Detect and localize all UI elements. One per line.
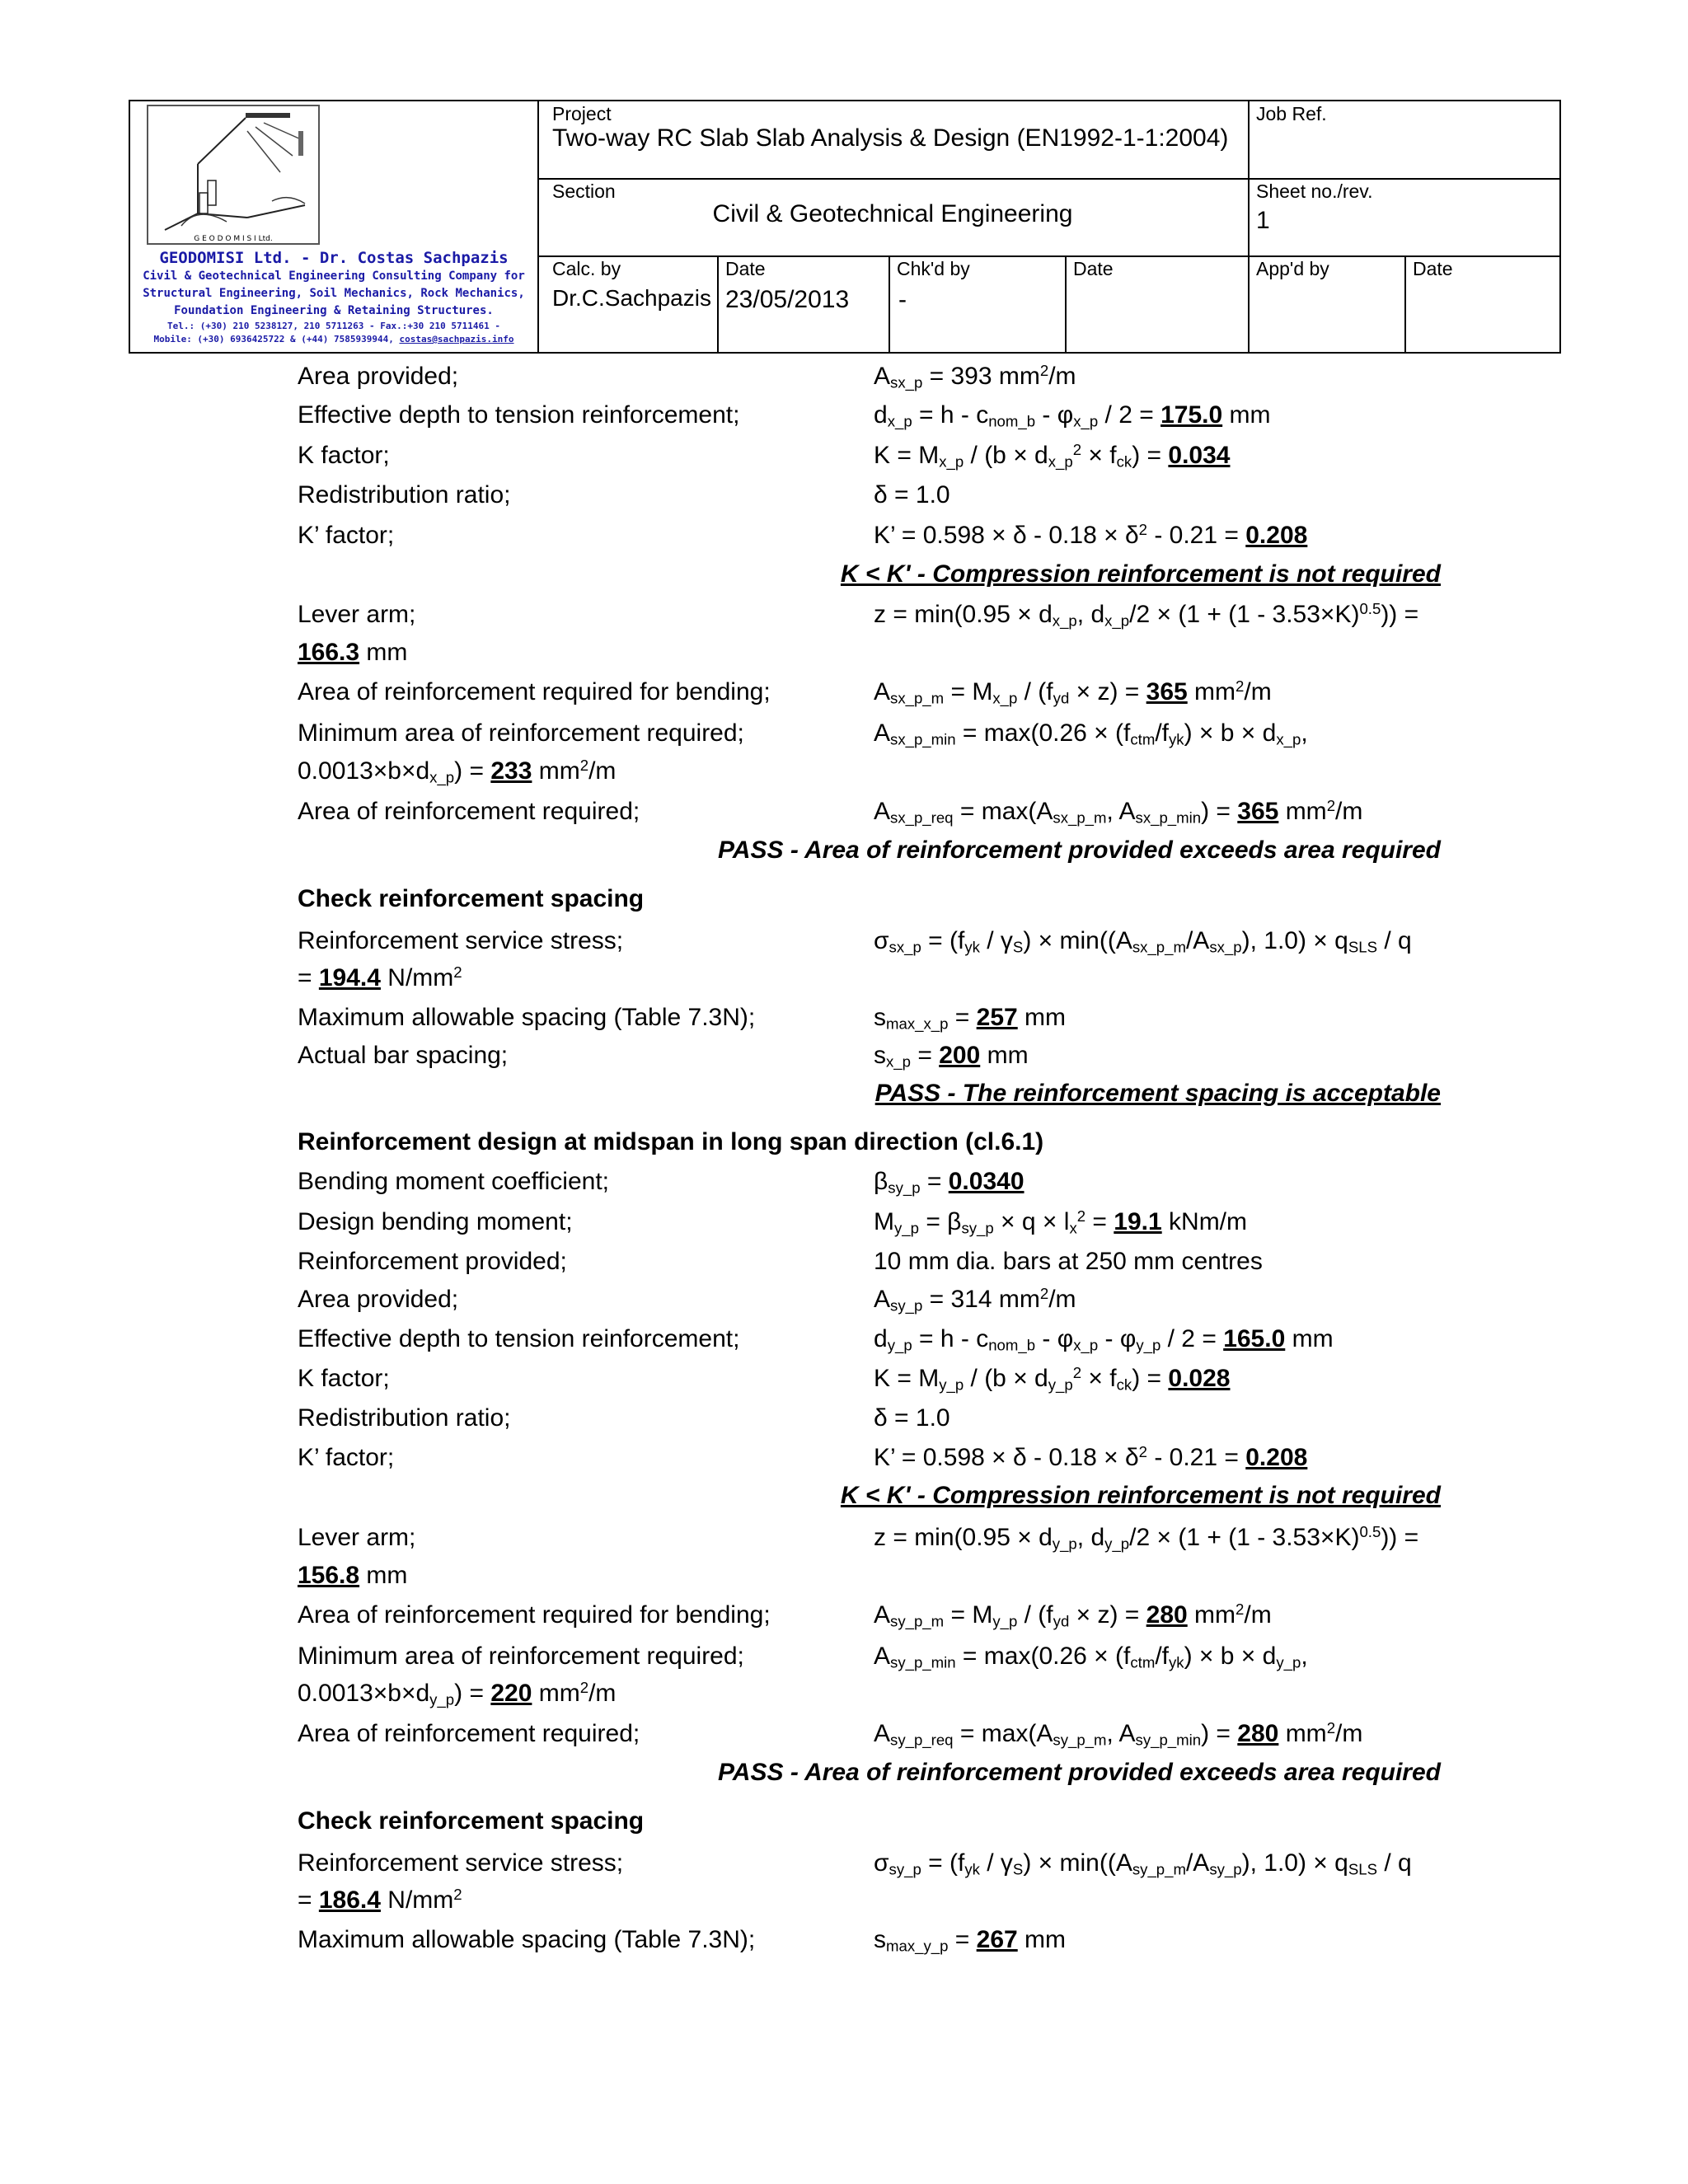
calc-row: [0, 1039, 1688, 1077]
row-formula: δ = 1.0: [874, 1404, 950, 1432]
row-label: K factor;: [298, 1365, 390, 1392]
date3-label: Date: [1413, 258, 1453, 279]
row-label: Effective depth to tension reinforcement;: [298, 1325, 740, 1352]
result-value: 0.028: [1168, 1365, 1231, 1392]
company-phone: Tel.: (+30) 210 5238127, 210 5711263 - Fax.:+30 210 5711461 -: [167, 321, 500, 331]
section-heading: Check reinforcement spacing: [298, 885, 645, 912]
row-label: Reinforcement provided;: [298, 1248, 567, 1275]
row-label: Area of reinforcement required for bending;: [298, 1601, 771, 1629]
calc-row: [0, 439, 1688, 477]
result-value: 19.1: [1114, 1208, 1162, 1235]
calc-row: [0, 360, 1688, 398]
calc-row: [0, 598, 1688, 636]
row-continuation: = 186.4 $N/mm^2$: [298, 1885, 462, 1914]
row-formula: $A_{sy\_p\_min} = \max(0.26 \times (f_{ctm}/f_{yk}) \times b \times d_{y\_p}$,: [874, 1643, 1308, 1671]
result-value: 156.8: [298, 1562, 360, 1589]
calcby-label: Calc. by: [552, 258, 621, 279]
check-row: [0, 558, 1688, 596]
row-continuation: 156.8 mm: [298, 1562, 408, 1589]
section-heading-row: [0, 883, 1688, 921]
company-desc-3: Foundation Engineering & Retaining Structures.: [174, 304, 494, 317]
result-value: 0.034: [1168, 442, 1231, 469]
row-formula: K’ = $0.598 \times \delta - 0.18 \times \delta^2 - 0.21 = 0.208$: [874, 1442, 1308, 1471]
row-formula: $\beta_{sy\_p} = 0.0340$: [874, 1168, 1025, 1197]
calc-row: [0, 636, 1688, 674]
row-continuation: $0.0013\times b\times d_{x\_p}) = 233$ $mm^2/m$: [298, 756, 617, 786]
calc-row: [0, 717, 1688, 755]
section-heading: Reinforcement design at midspan in long span direction (cl.6.1): [298, 1128, 1044, 1155]
row-label: Maximum allowable spacing (Table 7.3N);: [298, 1926, 756, 1953]
row-formula: $z = \min(0.95 \times d_{y\_p}$, $d_{y\_p}/2 \times (1 + (1 - 3.53\times K)^{0.5})$) =: [874, 1522, 1419, 1553]
row-formula: $d_{x\_p} = h - c_{nom\_b} - \varphi_{x\_p} / 2 = 175.0$ mm: [874, 401, 1271, 430]
row-label: Redistribution ratio;: [298, 481, 511, 509]
check-row: [0, 1479, 1688, 1517]
row-label: Area of reinforcement required for bending;: [298, 678, 771, 705]
calc-row: [0, 1677, 1688, 1715]
calcby-value: Dr.C.Sachpazis: [552, 285, 711, 311]
result-value: 194.4: [318, 964, 381, 991]
row-formula: 10 mm dia. bars at 250 mm centres: [874, 1248, 1263, 1275]
row-label: Effective depth to tension reinforcement;: [298, 401, 740, 429]
section-value: Civil & Geotechnical Engineering: [712, 200, 1073, 227]
row-label: K’ factor;: [298, 1444, 395, 1471]
row-label: Design bending moment;: [298, 1208, 573, 1235]
row-formula: $A_{sy\_p\_m} = M_{y\_p} / (f_{yd} \times z) = 280$ $mm^2/m$: [874, 1600, 1272, 1630]
result-value: 186.4: [318, 1886, 381, 1914]
calc-row: [0, 1441, 1688, 1479]
row-formula: K’ = $0.598 \times \delta - 0.18 \times \delta^2 - 0.21 = 0.208$: [874, 520, 1308, 549]
date-value: 23/05/2013: [725, 286, 850, 313]
calc-row: [0, 1402, 1688, 1440]
project-label: Project: [552, 103, 612, 124]
result-value: 0.208: [1245, 1444, 1308, 1471]
result-value: 365: [1146, 678, 1188, 705]
row-label: Minimum area of reinforcement required;: [298, 1643, 744, 1670]
calc-row: [0, 519, 1688, 557]
result-value: 0.208: [1245, 522, 1308, 549]
company-logo: [147, 105, 320, 245]
calc-row: [0, 1323, 1688, 1361]
calc-row: [0, 1362, 1688, 1400]
calc-row: [0, 1924, 1688, 1961]
row-formula: $A_{sx\_p} = 393$ $mm^2/m$: [874, 361, 1076, 391]
compression-check: K < K' - Compression reinforcement is not required: [840, 560, 1441, 588]
check-row: [0, 1077, 1688, 1115]
row-label: Lever arm;: [298, 601, 416, 628]
company-desc-1: Civil & Geotechnical Engineering Consulting Company for: [143, 269, 525, 283]
calc-row: [0, 479, 1688, 517]
company-caption: [130, 248, 537, 346]
row-formula: δ = 1.0: [874, 481, 950, 509]
result-value: 166.3: [298, 639, 360, 666]
grid-line: [1404, 255, 1406, 352]
result-value: 233: [490, 757, 532, 785]
calc-row: [0, 1640, 1688, 1678]
pass-area-check: PASS - Area of reinforcement provided exceeds area required: [718, 1759, 1441, 1786]
result-value: 200: [939, 1042, 981, 1069]
row-label: Area of reinforcement required;: [298, 1720, 640, 1747]
date-label: Date: [725, 258, 766, 279]
section-heading: Check reinforcement spacing: [298, 1807, 645, 1835]
row-formula: $s_{max\_y\_p} = 267$ mm: [874, 1926, 1067, 1955]
row-label: K’ factor;: [298, 522, 395, 549]
result-value: 175.0: [1160, 401, 1223, 429]
row-formula: $K = M_{y\_p} / (b \times d_{y\_p}^2 \times f_{ck}) = 0.028$: [874, 1363, 1231, 1394]
row-label: Reinforcement service stress;: [298, 1849, 624, 1877]
row-formula: $\sigma_{sy\_p} = (f_{yk} / \gamma_S) \times \min((A_{sy\_p\_m}/A_{sy\_p})$, $1.0) \times q_{SLS} / q$: [874, 1849, 1412, 1878]
svg-text:G E O D O M I S I Ltd.: G E O D O M I S I Ltd.: [194, 235, 273, 243]
calc-row: [0, 1718, 1688, 1755]
calc-row: [0, 1001, 1688, 1039]
row-formula: $s_{x\_p} = 200$ mm: [874, 1042, 1029, 1071]
row-formula: $d_{y\_p} = h - c_{nom\_b} - \varphi_{x\_p} - \varphi_{y\_p} / 2 = 165.0$ mm: [874, 1325, 1334, 1354]
row-label: Minimum area of reinforcement required;: [298, 719, 744, 747]
row-formula: $A_{sy\_p\_req} = \max(A_{sy\_p\_m}$, $A_{sy\_p\_min}) = 280$ $mm^2/m$: [874, 1718, 1363, 1749]
calc-row: [0, 676, 1688, 714]
grid-line: [1065, 255, 1067, 352]
grid-line: [717, 255, 719, 352]
check-row: [0, 834, 1688, 872]
company-name: GEODOMISI Ltd. - Dr. Costas Sachpazis: [159, 249, 509, 267]
row-formula: $\sigma_{sx\_p} = (f_{yk} / \gamma_S) \times \min((A_{sx\_p\_m}/A_{sx\_p})$, $1.0) \times q_{SLS} / q$: [874, 927, 1412, 956]
row-continuation: = 194.4 $N/mm^2$: [298, 963, 462, 991]
row-formula: $A_{sx\_p\_req} = \max(A_{sx\_p\_m}$, $A_{sx\_p\_min}) = 365$ $mm^2/m$: [874, 796, 1363, 827]
company-mobile: Mobile: (+30) 6936425722 & (+44) 7585939944, costas@sachpazis.info: [153, 334, 514, 344]
pass-area-check: PASS - Area of reinforcement provided exceeds area required: [718, 837, 1441, 864]
section-heading-row: [0, 1805, 1688, 1843]
calc-row: [0, 1245, 1688, 1283]
jobref-label: Job Ref.: [1256, 103, 1327, 124]
calc-row: [0, 1599, 1688, 1637]
row-label: Redistribution ratio;: [298, 1404, 511, 1432]
result-value: 220: [490, 1680, 532, 1707]
date2-label: Date: [1073, 258, 1114, 279]
result-value: 165.0: [1223, 1325, 1286, 1352]
row-formula: $s_{max\_x\_p} = 257$ mm: [874, 1004, 1067, 1033]
calc-row: [0, 1206, 1688, 1244]
calc-row: [0, 925, 1688, 963]
result-value: 257: [976, 1004, 1018, 1031]
result-value: 267: [976, 1926, 1018, 1953]
section-label: Section: [552, 180, 616, 202]
row-label: Actual bar spacing;: [298, 1042, 509, 1069]
calc-row: [0, 962, 1688, 1000]
row-label: Area provided;: [298, 363, 459, 390]
row-label: Reinforcement service stress;: [298, 927, 624, 954]
calc-row: [0, 1521, 1688, 1559]
grid-line: [537, 255, 1559, 257]
company-desc-2: Structural Engineering, Soil Mechanics, Rock Mechanics,: [143, 287, 525, 300]
grid-line: [1248, 101, 1250, 352]
result-value: 280: [1146, 1601, 1188, 1629]
row-label: Area provided;: [298, 1286, 459, 1313]
row-formula: $K = M_{x\_p} / (b \times d_{x\_p}^2 \times f_{ck}) = 0.034$: [874, 440, 1231, 471]
row-formula: $A_{sx\_p\_min} = \max(0.26 \times (f_{ctm}/f_{yk}) \times b \times d_{x\_p}$,: [874, 719, 1308, 748]
row-label: Area of reinforcement required;: [298, 798, 640, 825]
row-formula: $A_{sx\_p\_m} = M_{x\_p} / (f_{yd} \times z) = 365$ $mm^2/m$: [874, 677, 1272, 707]
project-value: Two-way RC Slab Slab Analysis & Design (EN1992-1-1:2004): [552, 124, 1229, 152]
sheet-label: Sheet no./rev.: [1256, 180, 1373, 202]
grid-line: [889, 255, 890, 352]
row-formula: $A_{sy\_p} = 314$ $mm^2/m$: [874, 1284, 1076, 1315]
chkd-value: -: [898, 286, 907, 313]
calc-row: [0, 1559, 1688, 1597]
calc-row: [0, 1165, 1688, 1203]
compression-check: K < K' - Compression reinforcement is not required: [840, 1482, 1441, 1509]
row-continuation: 166.3 mm: [298, 639, 408, 666]
grid-line: [537, 178, 1559, 180]
section-heading-row: [0, 1126, 1688, 1164]
result-value: 0.0340: [948, 1168, 1025, 1195]
row-formula: $z = \min(0.95 \times d_{x\_p}$, $d_{x\_p}/2 \times (1 + (1 - 3.53\times K)^{0.5})$) =: [874, 599, 1419, 630]
row-label: Lever arm;: [298, 1524, 416, 1551]
row-label: K factor;: [298, 442, 390, 469]
result-value: 280: [1237, 1720, 1279, 1747]
calc-row: [0, 1884, 1688, 1922]
row-formula: $M_{y\_p} = \beta_{sy\_p} \times q \times l_x^2 = 19.1$ kNm/m: [874, 1207, 1248, 1237]
slope-stability-logo-icon: [148, 106, 318, 243]
company-email-link[interactable]: costas@sachpazis.info: [399, 334, 514, 344]
row-label: Maximum allowable spacing (Table 7.3N);: [298, 1004, 756, 1031]
calc-row: [0, 755, 1688, 793]
title-block: [129, 100, 1561, 354]
chkd-label: Chk'd by: [897, 258, 970, 279]
calc-row: [0, 1847, 1688, 1885]
calc-row: [0, 399, 1688, 437]
appd-label: App'd by: [1256, 258, 1329, 279]
result-value: 365: [1237, 798, 1279, 825]
company-panel: [130, 101, 537, 352]
sheet-value: 1: [1256, 207, 1270, 234]
calc-row: [0, 1283, 1688, 1321]
pass-spacing-check: PASS - The reinforcement spacing is acceptable: [874, 1080, 1441, 1107]
calc-row: [0, 795, 1688, 833]
check-row: [0, 1756, 1688, 1794]
row-continuation: $0.0013\times b\times d_{y\_p}) = 220$ $mm^2/m$: [298, 1678, 617, 1708]
row-label: Bending moment coefficient;: [298, 1168, 610, 1195]
